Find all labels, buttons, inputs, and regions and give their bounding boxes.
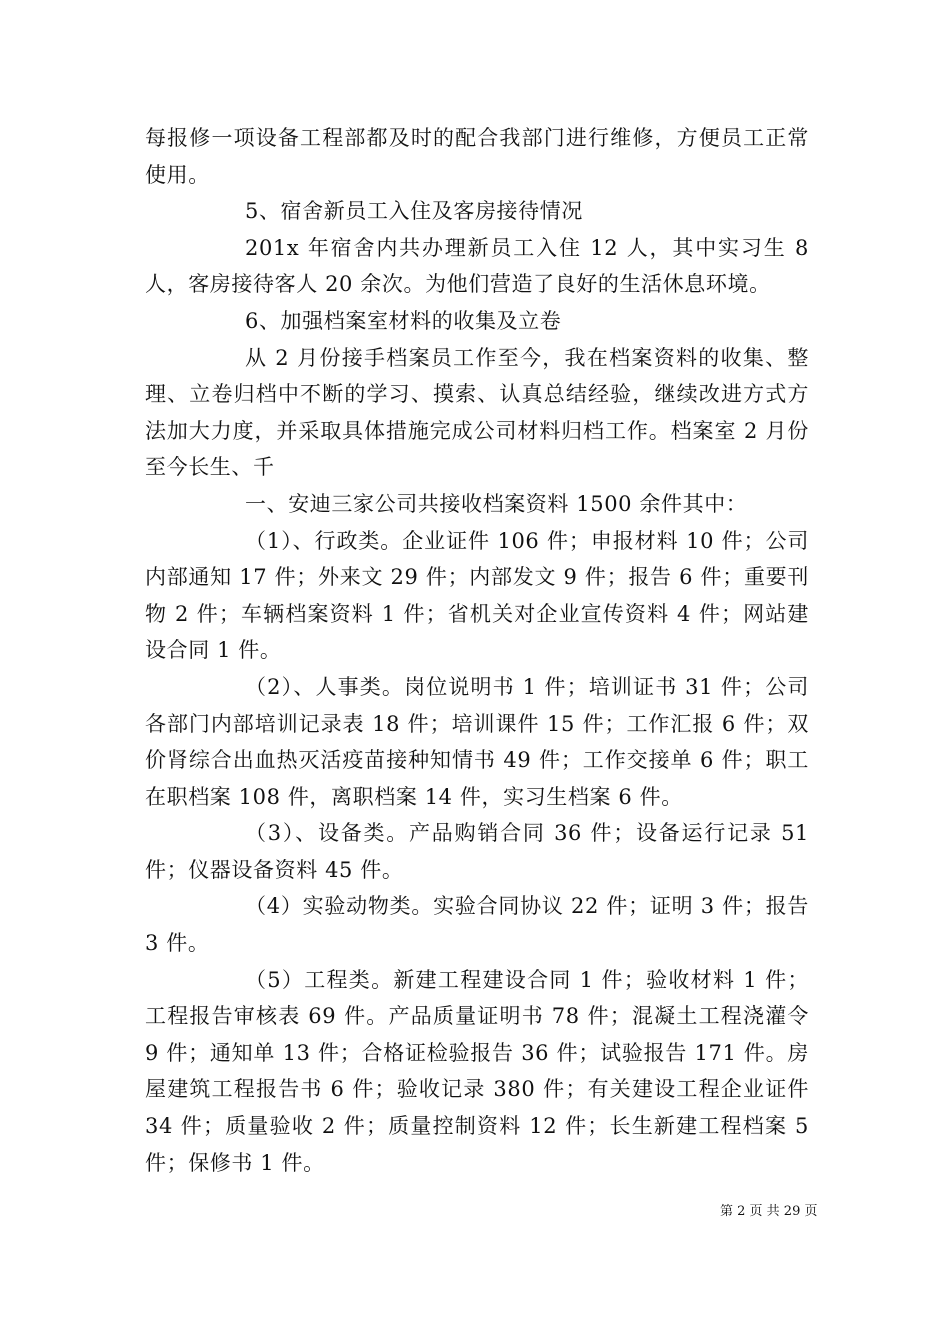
paragraph-archives-intro: 从 2 月份接手档案员工作至今，我在档案资料的收集、整理、立卷归档中不断的学习、摸索、认真总结经验，继续改进方式方法加大力度，并采取具体措施完成公司材料归档工作。档案室 2 月份至今长生、千	[145, 345, 809, 480]
page-number: 第 2 页 共 29 页	[720, 1204, 818, 1219]
list-item-engineering: （5）工程类。新建工程建设合同 1 件；验收材料 1 件；工程报告审核表 69 件。产品质量证明书 78 件；混凝土工程浇灌令 9 件；通知单 13 件；合格证检验报告 36 件；试验报告 171 件。房屋建筑工程报告书 6 件；验收记录 380 件；有关建设工程企业证件 34 件；质量验收 2 件；质量控制资料 12 件；长生新建工程档案 5 件；保修书 1 件。	[145, 967, 809, 1175]
list-item-administrative: （1）、行政类。企业证件 106 件；申报材料 10 件；公司内部通知 17 件；外来文 29 件；内部发文 9 件；报告 6 件；重要刊物 2 件；车辆档案资料 1 件；省机关对企业宣传资料 4 件；网站建设合同 1 件。	[145, 528, 809, 663]
section-heading-archives: 6、加强档案室材料的收集及立卷	[245, 308, 562, 333]
list-item-personnel: （2）、人事类。岗位说明书 1 件；培训证书 31 件；公司各部门内部培训记录表 18 件；培训课件 15 件；工作汇报 6 件；双价肾综合出血热灭活疫苗接种知情书 49 件；工作交接单 6 件；职工在职档案 108 件，离职档案 14 件，实习生档案 6 件。	[145, 674, 809, 809]
list-heading-received-files: 一、安迪三家公司共接收档案资料 1500 余件其中：	[245, 491, 748, 516]
paragraph-maintenance-continued: 每报修一项设备工程部都及时的配合我部门进行维修，方便员工正常使用。	[145, 126, 809, 187]
paragraph-dormitory: 201x 年宿舍内共办理新员工入住 12 人，其中实习生 8 人，客房接待客人 20 余次。为他们营造了良好的生活休息环境。	[145, 235, 809, 297]
list-item-equipment: （3）、设备类。产品购销合同 36 件；设备运行记录 51 件；仪器设备资料 45 件。	[145, 821, 809, 882]
list-item-lab-animals: （4）实验动物类。实验合同协议 22 件；证明 3 件；报告 3 件。	[145, 894, 809, 956]
section-heading-dormitory: 5、宿舍新员工入住及客房接待情况	[245, 199, 583, 224]
document-body	[145, 120, 809, 1181]
